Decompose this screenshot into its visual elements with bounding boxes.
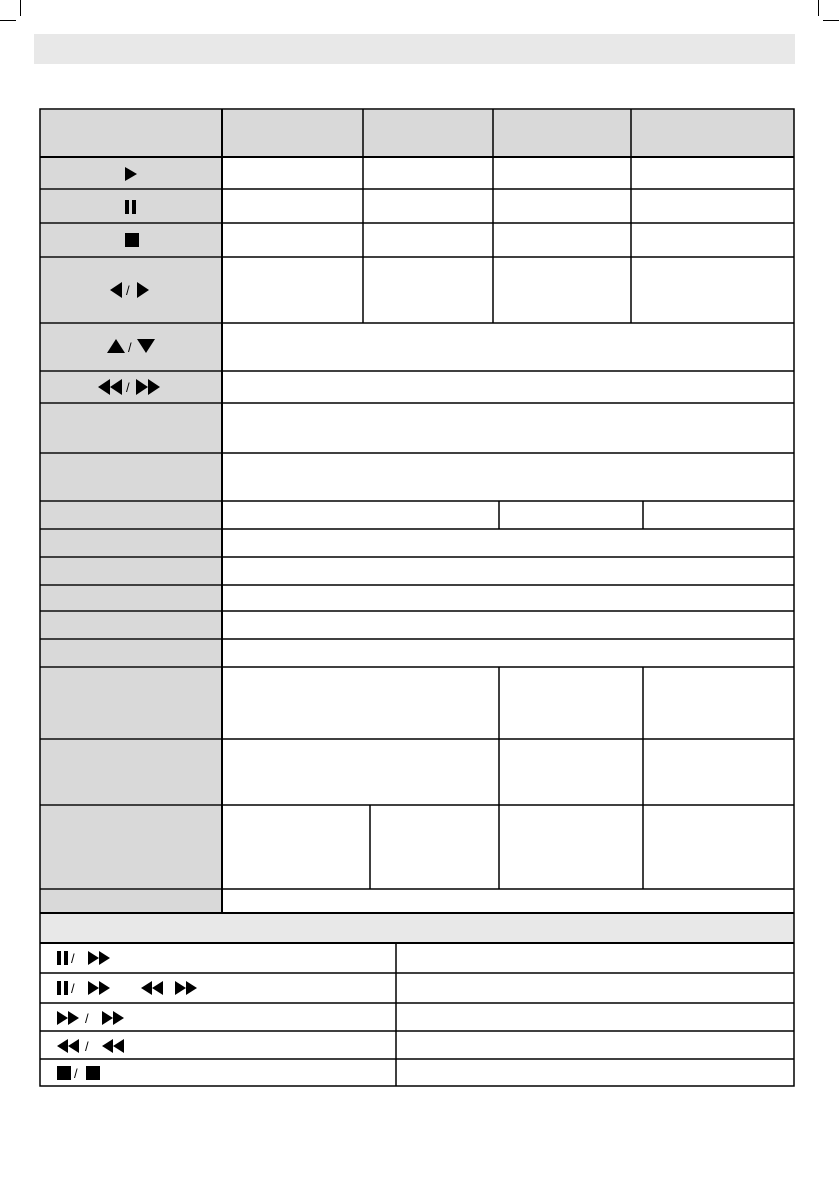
label-cells [40,110,794,912]
svg-text:/: / [128,340,132,355]
rewind-fast-forward-icon [96,378,168,396]
svg-text:/: / [85,1011,89,1026]
svg-text:/: / [126,380,130,395]
svg-text:/: / [85,1039,89,1054]
footer-row-5-icons [56,1064,116,1082]
up-down-arrows-icon [106,338,158,356]
footer-row-1-icons [56,949,126,967]
left-right-arrows-icon [108,281,154,299]
stop-icon [124,232,140,248]
play-icon [124,166,138,182]
svg-text:/: / [71,951,75,966]
footer-row-4-icons [56,1037,136,1055]
svg-text:/: / [126,283,130,298]
svg-text:/: / [71,981,75,996]
pause-icon [124,199,138,215]
footer-row-2-icons [56,979,216,997]
footer-row-3-icons [56,1009,136,1027]
footer-header-cell [40,914,794,942]
svg-text:/: / [74,1066,78,1081]
